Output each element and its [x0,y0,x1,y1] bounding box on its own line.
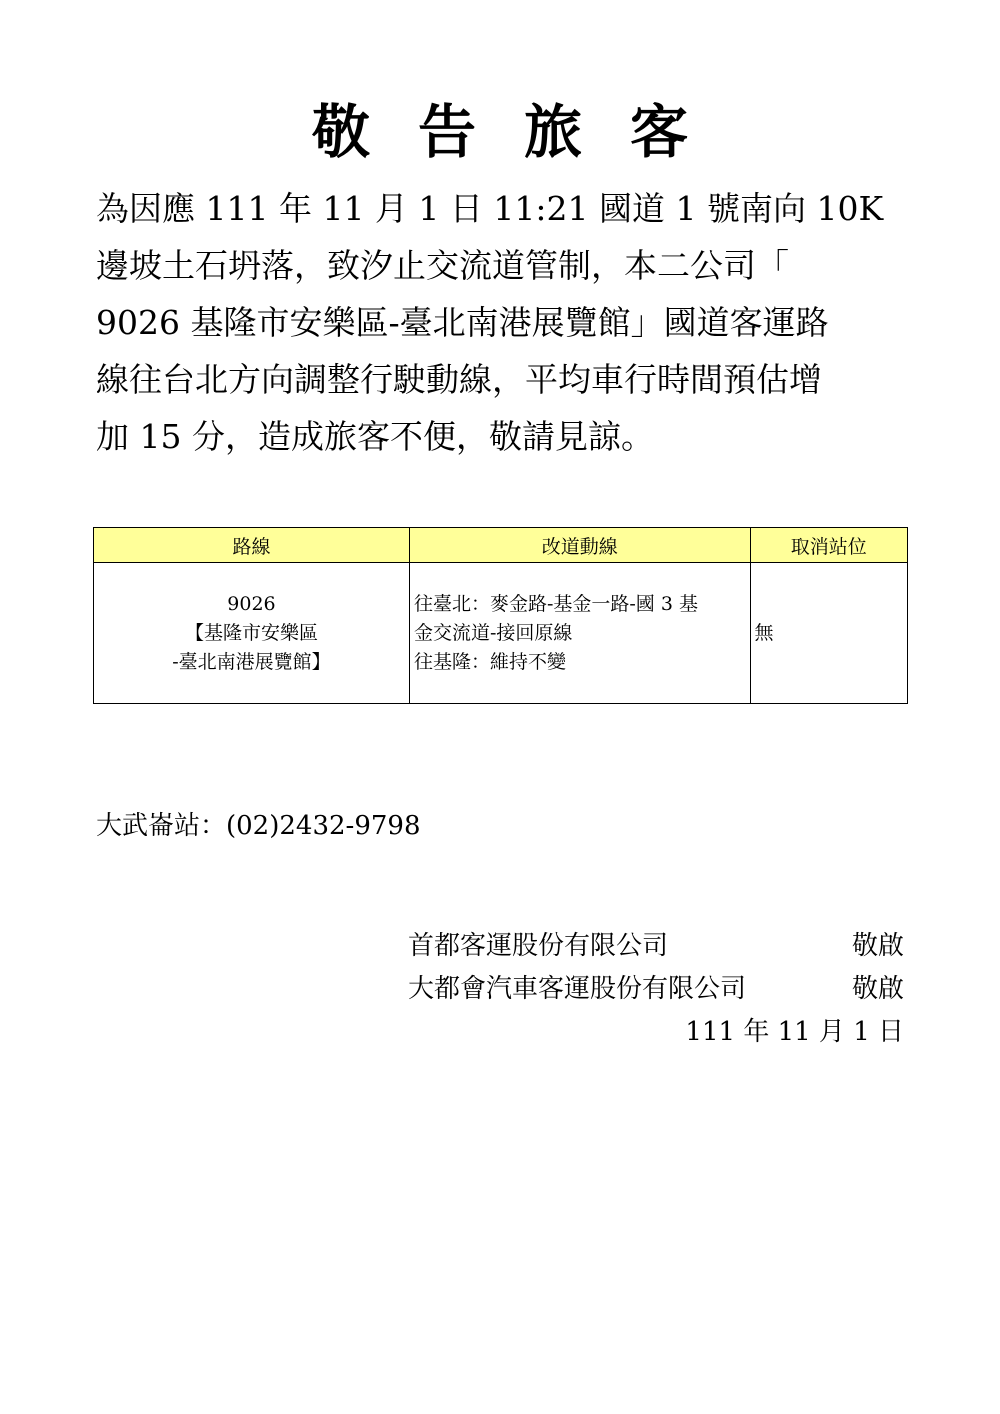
contact-phone: 大武崙站：(02)2432-9798 [96,811,421,841]
table-header-row [94,528,908,563]
header-route: 路線 [94,528,410,563]
company-name: 大都會汽車客運股份有限公司 [408,974,747,1004]
notice-body: 為因應 111 年 11 月 1 日 11:21 國道 1 號南向 10K 邊坡土石坍落，致汐止交流道管制，本二公司「 9026 基隆市安樂區-臺北南港展覽館」國道客運路 線往台北方向調整行駛動線，平均車行時間預估增 加 15 分，造成旅客不便，敬請見諒。 [96,189,884,456]
company-name: 首都客運股份有限公司 [408,931,669,961]
detour-line-2: 金交流道-接回原線 [413,621,573,644]
notice-date: 111 年 11 月 1 日 [685,1017,904,1047]
table-row [94,563,908,704]
closing-word: 敬啟 [851,931,904,961]
route-name-line-1: 【基隆市安樂區 [184,621,318,644]
signatory-row [408,925,904,968]
signoff-block [408,925,904,1054]
route-detour-table [93,527,908,704]
route-cell [94,563,410,704]
route-number: 9026 [227,592,276,615]
page-title: 敬告旅客 [311,98,736,166]
route-name-line-2: -臺北南港展覽館】 [172,650,331,673]
signatory-row [408,968,904,1011]
detour-line-3: 往基隆：維持不變 [413,650,566,673]
closing-word: 敬啟 [851,974,904,1004]
detour-cell [409,563,750,704]
header-cancelled-stops: 取消站位 [750,528,908,563]
cancelled-stops-cell: 無 [750,563,908,704]
detour-line-1: 往臺北：麥金路-基金一路-國 3 基 [413,592,698,615]
header-detour: 改道動線 [409,528,750,563]
